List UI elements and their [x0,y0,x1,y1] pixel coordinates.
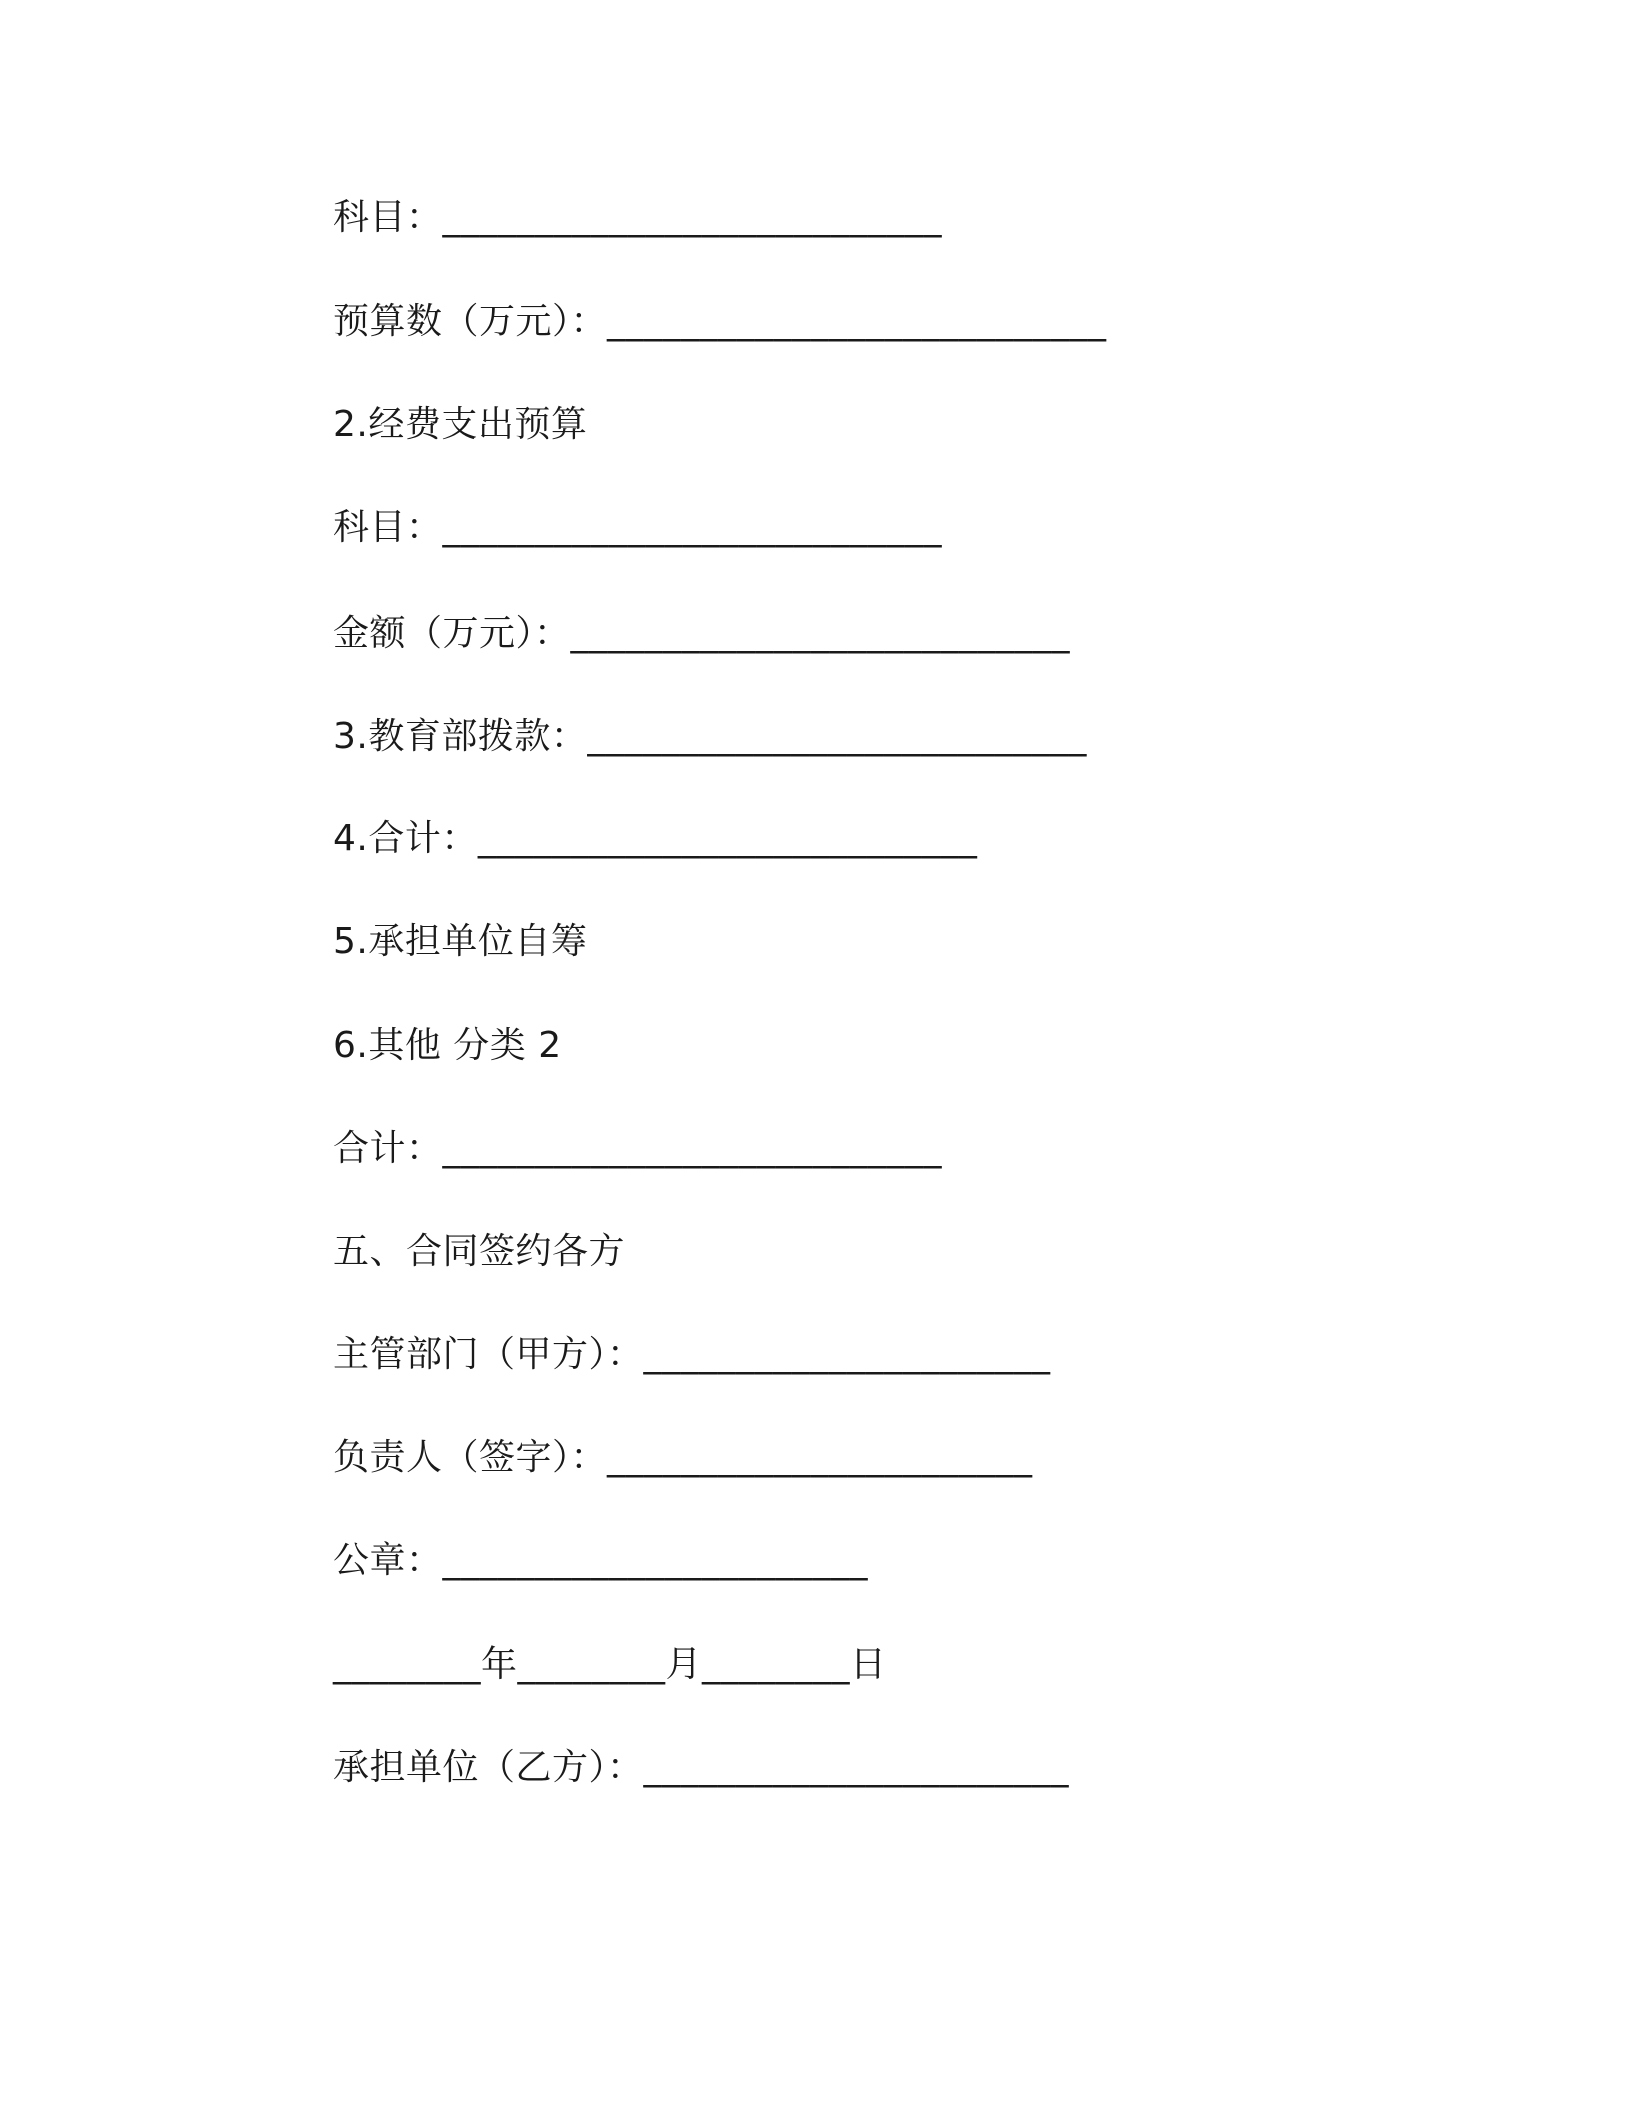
subject-line-1: 科目：___________________________ [333,197,943,238]
party-b-line: 承担单位（乙方）：_______________________ [333,1747,1070,1788]
total-line-2: 合计：___________________________ [333,1128,943,1169]
other-category-line: 6.其他 分类 2 [333,1025,562,1066]
signatory-line: 负责人（签字）：_______________________ [333,1437,1033,1478]
section-expense-budget: 2.经费支出预算 [333,404,588,445]
seal-line: 公章：_______________________ [333,1540,869,1581]
party-a-line: 主管部门（甲方）：______________________ [333,1334,1051,1375]
budget-amount-line: 预算数（万元）：___________________________ [333,301,1107,342]
amount-line: 金额（万元）：___________________________ [333,613,1071,654]
self-funded-line: 5.承担单位自筹 [333,921,588,962]
section-parties-heading: 五、合同签约各方 [333,1231,626,1272]
total-line-1: 4.合计：___________________________ [333,818,978,859]
ministry-funding-line: 3.教育部拨款：___________________________ [333,716,1087,757]
subject-line-2: 科目：___________________________ [333,507,943,548]
date-line: ________年________月________日 [333,1644,887,1685]
